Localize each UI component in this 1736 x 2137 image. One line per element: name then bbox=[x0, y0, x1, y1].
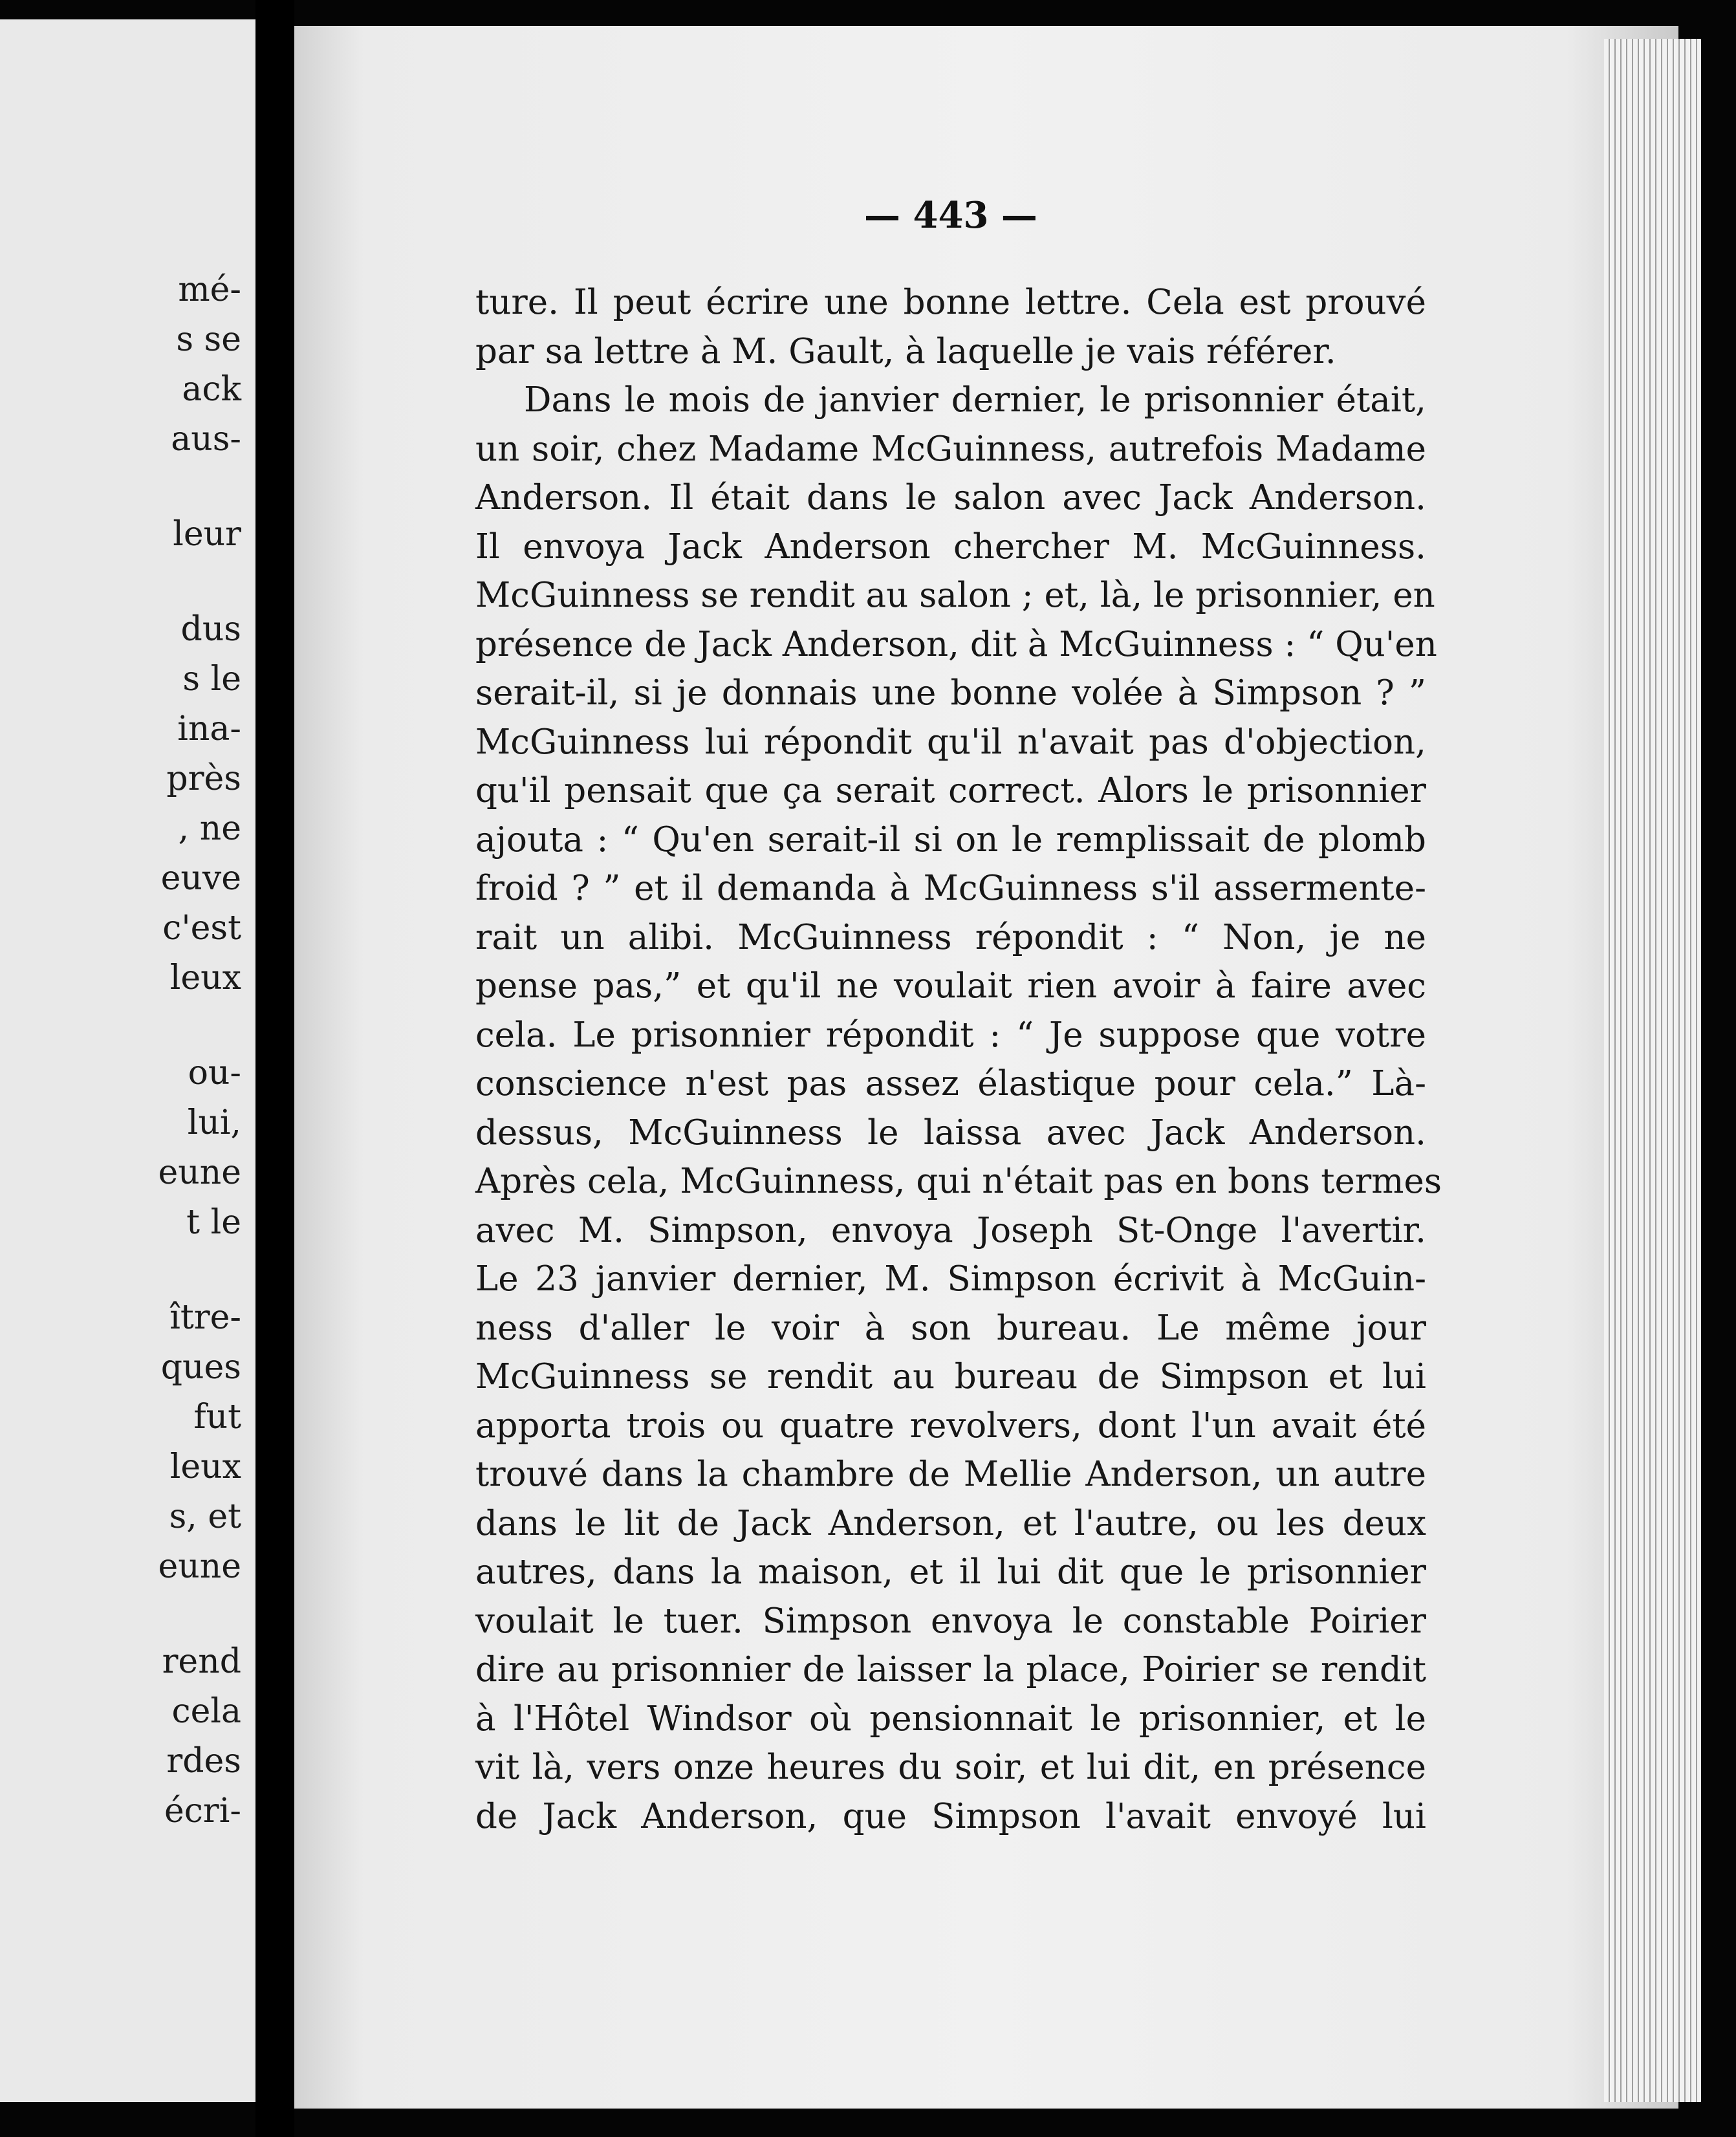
left-fragment: écri- bbox=[164, 1792, 241, 1830]
left-fragment: ou- bbox=[188, 1054, 241, 1092]
text-line: vit là, vers onze heures du soir, et lui dit, en présence bbox=[475, 1748, 1426, 1787]
book-gutter bbox=[255, 0, 294, 2137]
left-fragment: ques bbox=[160, 1348, 241, 1387]
left-fragment: près bbox=[166, 759, 241, 798]
text-line: McGuinness lui répondit qu'il n'avait pas d'objection, bbox=[475, 722, 1426, 762]
body-text bbox=[475, 278, 1442, 1841]
left-fragment: fut bbox=[193, 1398, 241, 1437]
text-line: présence de Jack Anderson, dit à McGuinness : “ Qu'en bbox=[475, 624, 1437, 664]
text-line: dans le lit de Jack Anderson, et l'autre, ou les deux bbox=[475, 1503, 1426, 1543]
text-line: de Jack Anderson, que Simpson l'avait envoyé lui bbox=[475, 1796, 1426, 1836]
page-number: — 443 — bbox=[864, 194, 1037, 237]
text-line: Après cela, McGuinness, qui n'était pas en bons termes bbox=[475, 1162, 1442, 1201]
text-line: rait un alibi. McGuinness répondit : “ Non, je ne bbox=[475, 917, 1426, 957]
text-line: cela. Le prisonnier répondit : “ Je suppose que votre bbox=[475, 1015, 1426, 1055]
text-line: Dans le mois de janvier dernier, le prisonnier était, bbox=[524, 380, 1426, 420]
text-line: dire au prisonnier de laisser la place, Poirier se rendit bbox=[475, 1650, 1426, 1689]
text-line: dessus, McGuinness le laissa avec Jack Anderson. bbox=[475, 1112, 1426, 1153]
text-line: Il envoya Jack Anderson chercher M. McGuinness. bbox=[475, 526, 1426, 567]
text-line: McGuinness se rendit au salon ; et, là, le prisonnier, en bbox=[475, 576, 1435, 615]
text-line: trouvé dans la chambre de Mellie Anderson, un autre bbox=[475, 1455, 1426, 1494]
left-fragment: leur bbox=[173, 515, 241, 554]
left-fragment: s se bbox=[176, 320, 241, 359]
left-fragment: eune bbox=[158, 1153, 241, 1192]
left-fragment: lui, bbox=[187, 1103, 241, 1142]
left-fragment: ack bbox=[182, 370, 241, 409]
text-line: Anderson. Il était dans le salon avec Jack Anderson. bbox=[475, 478, 1426, 517]
left-page-fragments bbox=[158, 265, 241, 1836]
left-fragment: rend bbox=[162, 1642, 241, 1681]
left-fragment: c'est bbox=[162, 909, 241, 948]
left-fragment: ina- bbox=[177, 710, 241, 748]
left-fragment: leux bbox=[169, 1448, 241, 1486]
left-fragment: s, et bbox=[169, 1497, 241, 1536]
page-edges bbox=[1604, 39, 1701, 2102]
text-line: pense pas,” et qu'il ne voulait rien avoir à faire avec bbox=[475, 966, 1426, 1006]
left-fragment: leux bbox=[169, 959, 241, 997]
text-line: autres, dans la maison, et il lui dit que le prisonnier bbox=[475, 1552, 1426, 1592]
text-line: avec M. Simpson, envoya Joseph St-Onge l'avertir. bbox=[475, 1210, 1426, 1250]
left-fragment: euve bbox=[160, 859, 241, 898]
left-fragment: ître- bbox=[169, 1298, 241, 1337]
left-fragment: mé- bbox=[178, 270, 241, 309]
text-line: voulait le tuer. Simpson envoya le constable Poirier bbox=[475, 1601, 1426, 1641]
left-fragment: t le bbox=[186, 1203, 241, 1242]
text-line: serait-il, si je donnais une bonne volée à Simpson ? ” bbox=[475, 673, 1426, 713]
left-page bbox=[0, 19, 255, 2102]
text-line: qu'il pensait que ça serait correct. Alors le prisonnier bbox=[475, 771, 1426, 810]
left-fragment: aus- bbox=[171, 420, 241, 459]
text-line: froid ? ” et il demanda à McGuinness s'il assermente- bbox=[475, 869, 1426, 908]
text-line: apporta trois ou quatre revolvers, dont l'un avait été bbox=[475, 1405, 1426, 1446]
left-fragment: rdes bbox=[166, 1742, 241, 1781]
text-line: McGuinness se rendit au bureau de Simpson et lui bbox=[475, 1357, 1426, 1396]
text-line: à l'Hôtel Windsor où pensionnait le prisonnier, et le bbox=[475, 1698, 1426, 1739]
text-line: ajouta : “ Qu'en serait-il si on le remplissait de plomb bbox=[475, 819, 1426, 860]
left-fragment: s le bbox=[182, 660, 241, 699]
left-fragment: , ne bbox=[178, 809, 241, 848]
left-fragment: cela bbox=[171, 1692, 241, 1731]
text-line: un soir, chez Madame McGuinness, autrefois Madame bbox=[475, 429, 1426, 469]
left-fragment: eune bbox=[158, 1547, 241, 1586]
text-line: conscience n'est pas assez élastique pour cela.” Là- bbox=[475, 1064, 1426, 1103]
text-line: ture. Il peut écrire une bonne lettre. Cela est prouvé bbox=[475, 283, 1426, 322]
text-line: par sa lettre à M. Gault, à laquelle je vais référer. bbox=[475, 331, 1336, 371]
text-line: Le 23 janvier dernier, M. Simpson écrivit à McGuin- bbox=[475, 1259, 1426, 1299]
left-fragment: dus bbox=[180, 610, 241, 649]
text-line: ness d'aller le voir à son bureau. Le même jour bbox=[475, 1308, 1426, 1348]
